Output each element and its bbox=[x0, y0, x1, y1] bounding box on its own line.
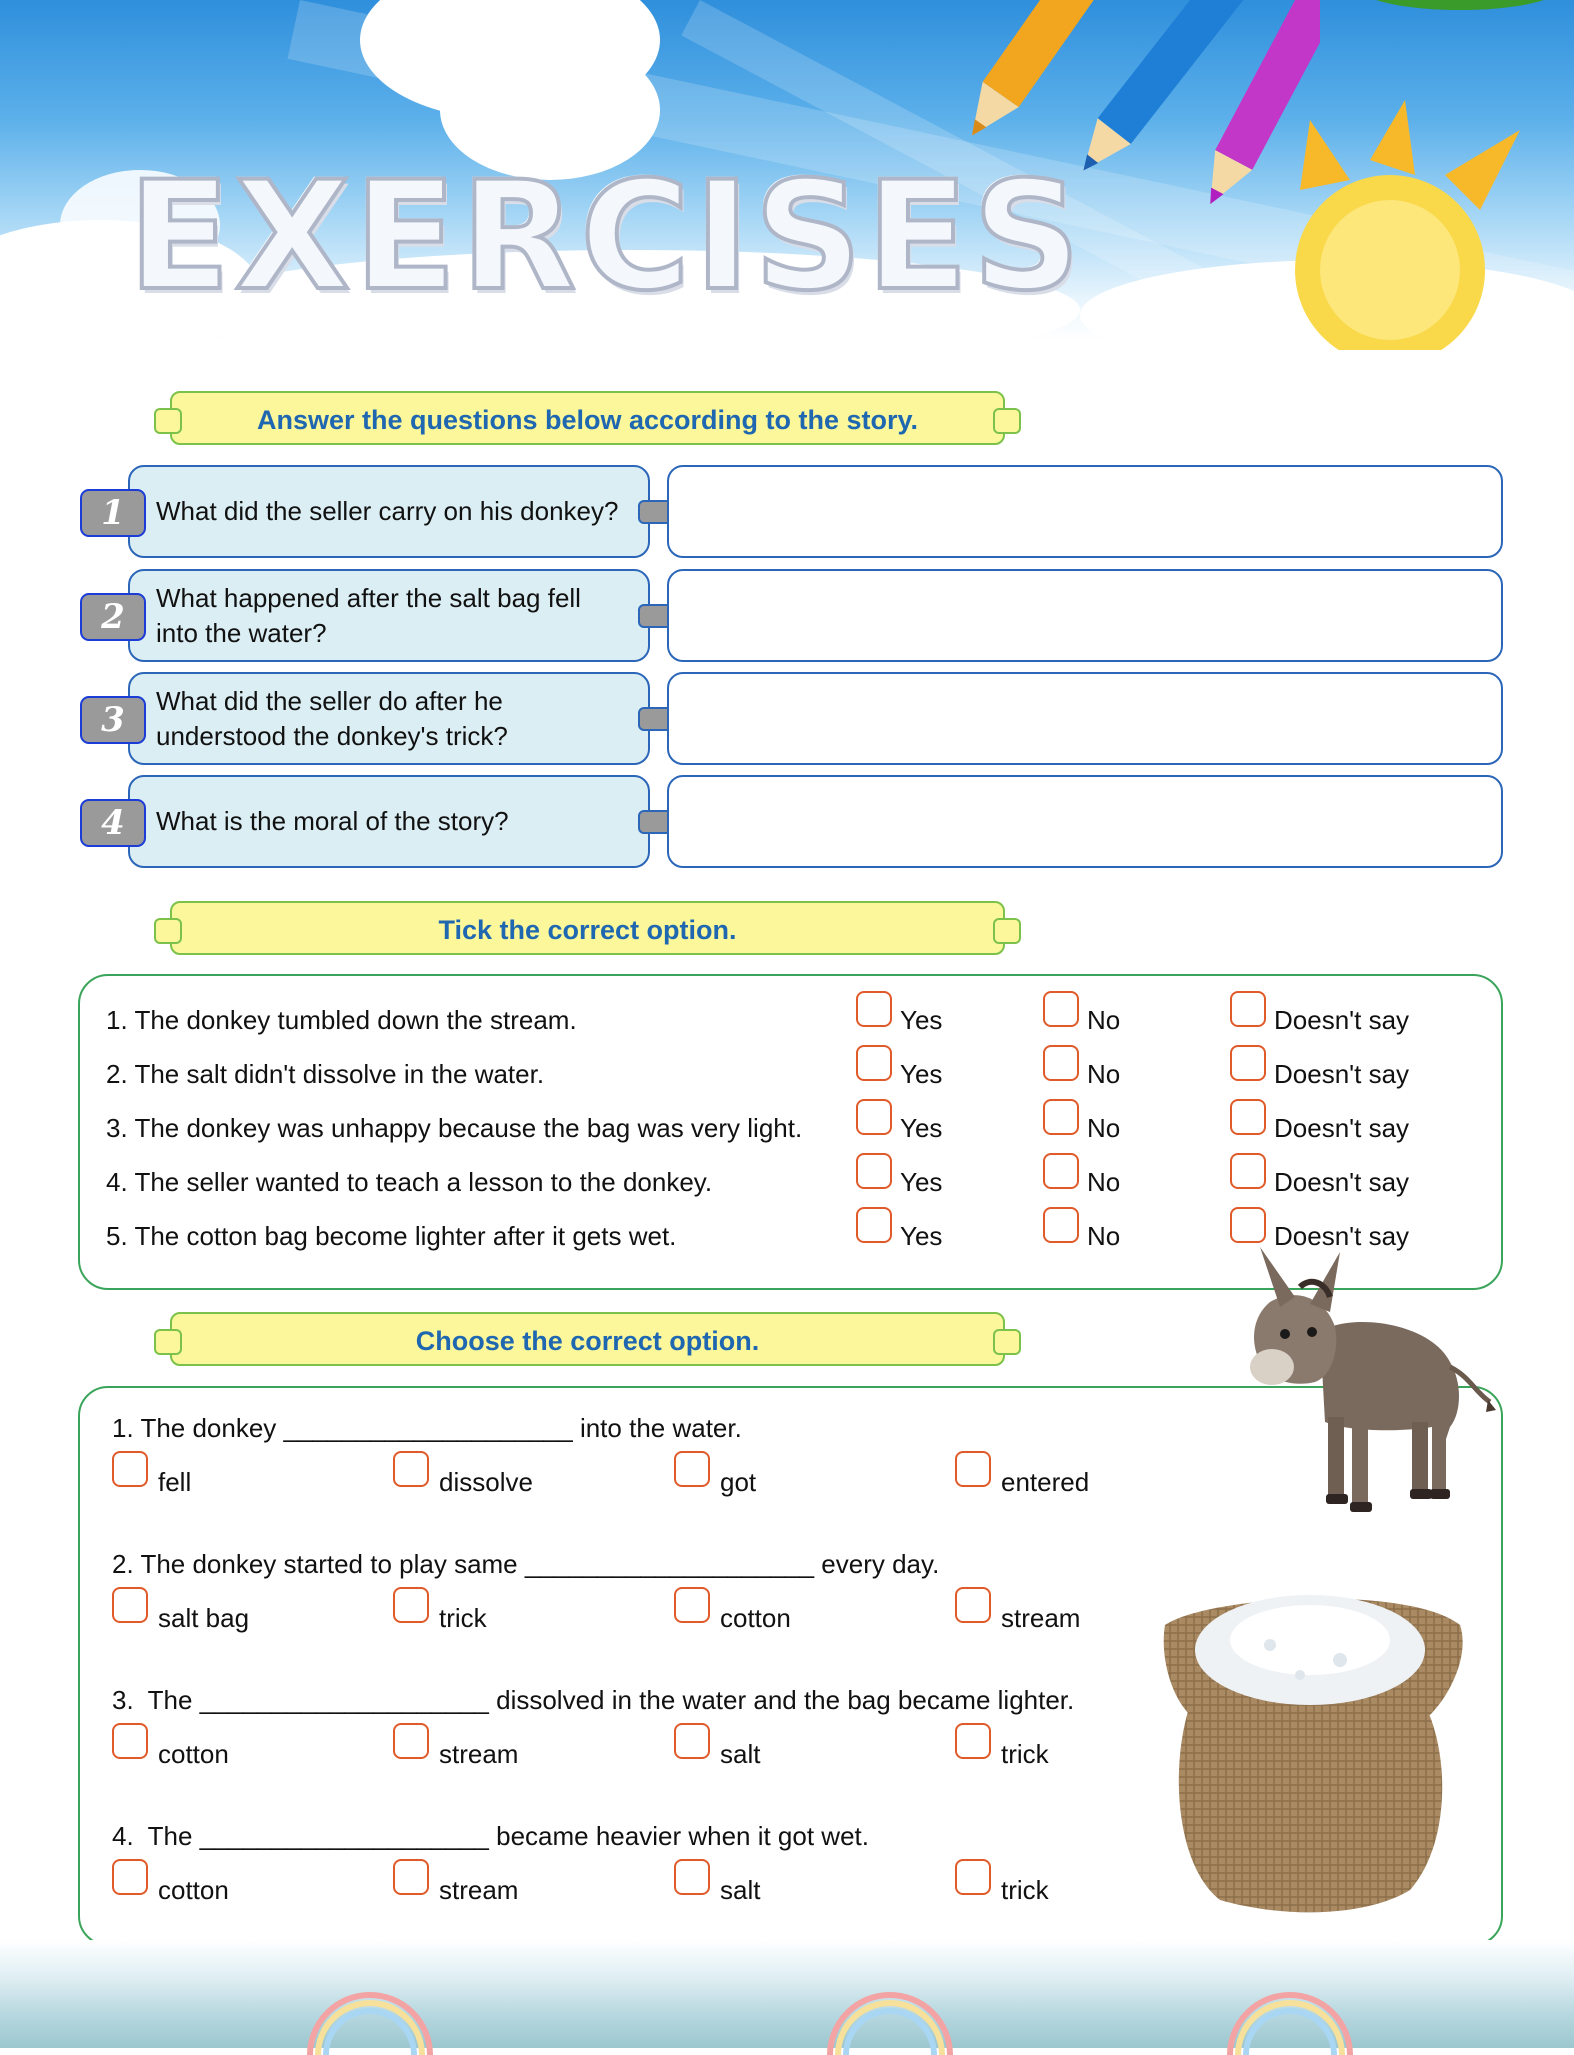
option-label: Yes bbox=[900, 1113, 943, 1143]
leaf-icon bbox=[1360, 0, 1560, 20]
section-heading-text: Tick the correct option. bbox=[438, 915, 737, 945]
answer-box[interactable] bbox=[667, 775, 1503, 868]
answer-box[interactable] bbox=[667, 465, 1503, 558]
option-label: entered bbox=[1001, 1467, 1090, 1497]
checkbox[interactable] bbox=[1043, 1099, 1079, 1135]
checkbox[interactable] bbox=[856, 1153, 892, 1189]
option-label: stream bbox=[1001, 1603, 1081, 1633]
checkbox[interactable] bbox=[393, 1859, 429, 1895]
option-label: salt bbox=[720, 1875, 761, 1905]
checkbox[interactable] bbox=[856, 1099, 892, 1135]
option-label: Yes bbox=[900, 1059, 943, 1089]
checkbox[interactable] bbox=[674, 1451, 710, 1487]
question-number-badge: 2 bbox=[80, 593, 146, 641]
option-label: dissolve bbox=[439, 1467, 533, 1497]
checkbox[interactable] bbox=[112, 1723, 148, 1759]
checkbox[interactable] bbox=[112, 1587, 148, 1623]
question-number-badge: 3 bbox=[80, 696, 146, 744]
question-number-badge: 1 bbox=[80, 489, 146, 537]
statement-text: 2. The salt didn't dissolve in the water. bbox=[106, 1059, 545, 1089]
option-label: Yes bbox=[900, 1005, 943, 1035]
checkbox[interactable] bbox=[674, 1587, 710, 1623]
donkey-illustration bbox=[1200, 1242, 1500, 1542]
option-label: Doesn't say bbox=[1274, 1113, 1410, 1143]
option-label: Yes bbox=[900, 1167, 943, 1197]
section-heading-answer bbox=[170, 391, 1005, 445]
checkbox[interactable] bbox=[955, 1723, 991, 1759]
checkbox[interactable] bbox=[674, 1723, 710, 1759]
rainbow-icon bbox=[300, 1985, 440, 2055]
fill-in-sentence: 2. The donkey started to play same ____________________ every day. bbox=[112, 1549, 940, 1579]
section-heading-choose bbox=[170, 1312, 1005, 1366]
checkbox[interactable] bbox=[1230, 1045, 1266, 1081]
option-label: Yes bbox=[900, 1221, 943, 1251]
statement-text: 3. The donkey was unhappy because the bag was very light. bbox=[106, 1113, 803, 1143]
option-label: trick bbox=[1001, 1739, 1049, 1769]
checkbox[interactable] bbox=[1043, 1153, 1079, 1189]
checkbox[interactable] bbox=[1043, 1207, 1079, 1243]
question-box bbox=[128, 775, 650, 868]
option-label: Doesn't say bbox=[1274, 1167, 1410, 1197]
option-label: stream bbox=[439, 1739, 519, 1769]
statement-text: 1. The donkey tumbled down the stream. bbox=[106, 1005, 577, 1035]
checkbox[interactable] bbox=[856, 1045, 892, 1081]
question-number-badge: 4 bbox=[80, 799, 146, 847]
checkbox[interactable] bbox=[1043, 1045, 1079, 1081]
option-label: No bbox=[1087, 1221, 1121, 1251]
question-text: What happened after the salt bag fell into the water? bbox=[156, 582, 581, 648]
statement-text: 5. The cotton bag become lighter after it gets wet. bbox=[106, 1221, 677, 1251]
question-box bbox=[128, 465, 650, 558]
option-label: No bbox=[1087, 1059, 1121, 1089]
answer-box[interactable] bbox=[667, 672, 1503, 765]
salt-bag-illustration bbox=[1150, 1565, 1470, 1915]
checkbox[interactable] bbox=[393, 1587, 429, 1623]
footer-background bbox=[0, 1940, 1574, 2048]
option-label: No bbox=[1087, 1005, 1121, 1035]
option-label: got bbox=[720, 1467, 757, 1497]
option-label: Doesn't say bbox=[1274, 1059, 1410, 1089]
checkbox[interactable] bbox=[1230, 991, 1266, 1027]
answer-box[interactable] bbox=[667, 569, 1503, 662]
checkbox[interactable] bbox=[955, 1451, 991, 1487]
question-text: What did the seller carry on his donkey? bbox=[156, 496, 619, 526]
checkbox[interactable] bbox=[393, 1723, 429, 1759]
option-label: cotton bbox=[720, 1603, 791, 1633]
question-text: What is the moral of the story? bbox=[156, 806, 509, 836]
page-title: EXERCISES bbox=[128, 150, 1085, 324]
statement-text: 4. The seller wanted to teach a lesson to the donkey. bbox=[106, 1167, 713, 1197]
option-label: trick bbox=[1001, 1875, 1049, 1905]
checkbox[interactable] bbox=[393, 1451, 429, 1487]
question-box bbox=[128, 569, 650, 662]
rainbow-icon bbox=[820, 1985, 960, 2055]
fill-in-sentence: 1. The donkey ____________________ into the water. bbox=[112, 1413, 742, 1443]
checkbox[interactable] bbox=[856, 991, 892, 1027]
checkbox[interactable] bbox=[1043, 991, 1079, 1027]
option-label: Doesn't say bbox=[1274, 1005, 1410, 1035]
question-box bbox=[128, 672, 650, 765]
checkbox[interactable] bbox=[955, 1587, 991, 1623]
checkbox[interactable] bbox=[1230, 1153, 1266, 1189]
checkbox[interactable] bbox=[955, 1859, 991, 1895]
rainbow-icon bbox=[1220, 1985, 1360, 2055]
fill-in-sentence: 4. The ____________________ became heavier when it got wet. bbox=[112, 1821, 869, 1851]
option-label: cotton bbox=[158, 1875, 229, 1905]
option-label: salt bbox=[720, 1739, 761, 1769]
section-heading-tick bbox=[170, 901, 1005, 955]
option-label: Doesn't say bbox=[1274, 1221, 1410, 1251]
option-label: trick bbox=[439, 1603, 487, 1633]
checkbox[interactable] bbox=[856, 1207, 892, 1243]
section-heading-text: Answer the questions below according to the story. bbox=[256, 405, 919, 435]
checkbox[interactable] bbox=[112, 1451, 148, 1487]
fill-in-sentence: 3. The ____________________ dissolved in the water and the bag became lighter. bbox=[112, 1685, 1075, 1715]
option-label: No bbox=[1087, 1113, 1121, 1143]
option-label: fell bbox=[158, 1467, 192, 1497]
option-label: stream bbox=[439, 1875, 519, 1905]
section-heading-text: Choose the correct option. bbox=[415, 1326, 760, 1356]
checkbox[interactable] bbox=[1230, 1099, 1266, 1135]
option-label: cotton bbox=[158, 1739, 229, 1769]
question-text: What did the seller do after he understood the donkey's trick? bbox=[156, 685, 508, 751]
option-label: No bbox=[1087, 1167, 1121, 1197]
checkbox[interactable] bbox=[674, 1859, 710, 1895]
checkbox[interactable] bbox=[1230, 1207, 1266, 1243]
option-label: salt bag bbox=[158, 1603, 250, 1633]
checkbox[interactable] bbox=[112, 1859, 148, 1895]
